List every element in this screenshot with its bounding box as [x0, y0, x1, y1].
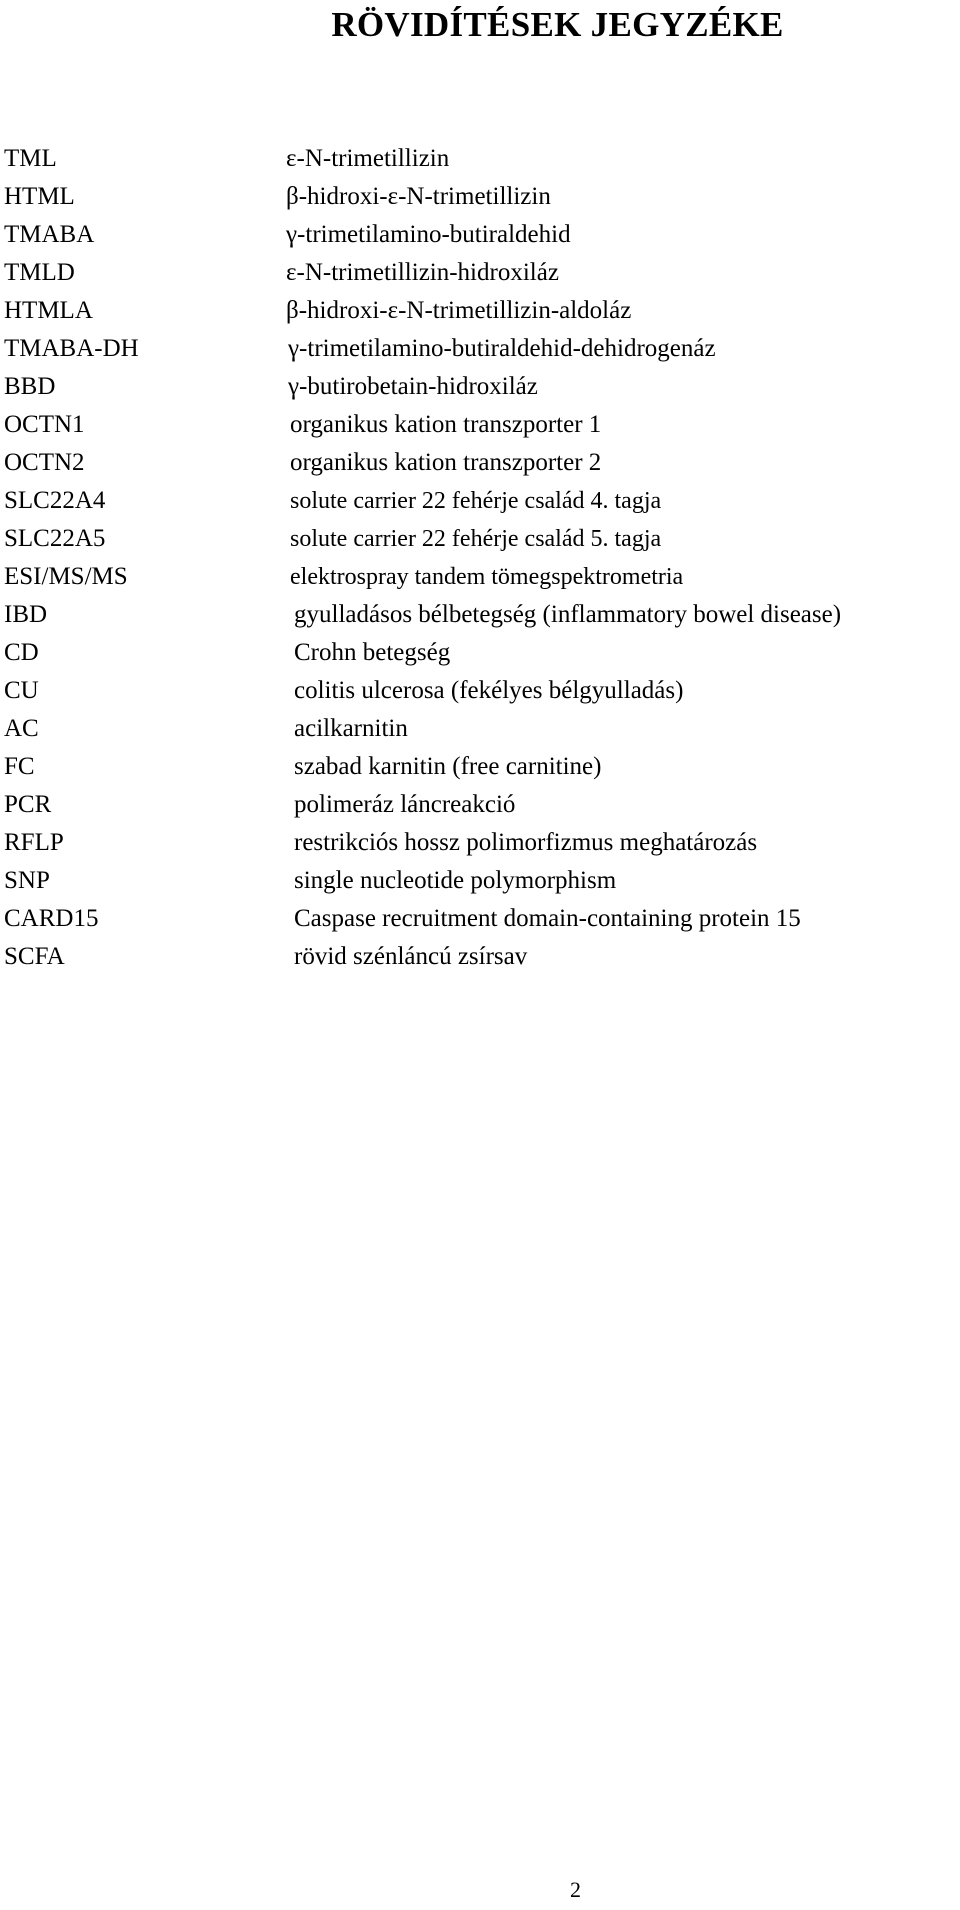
- list-item: [4, 710, 954, 748]
- abbreviation: AC: [4, 715, 39, 742]
- definition: solute carrier 22 fehérje család 5. tagja: [290, 526, 662, 552]
- list-item: [4, 444, 954, 482]
- list-item: [4, 824, 954, 862]
- abbreviation: CD: [4, 639, 39, 666]
- definition: colitis ulcerosa (fekélyes bélgyulladás): [294, 677, 684, 704]
- list-item: [4, 178, 954, 216]
- abbreviation: SCFA: [4, 943, 65, 970]
- definition: Caspase recruitment domain-containing protein 15: [294, 905, 801, 932]
- list-item: [4, 292, 954, 330]
- definition: organikus kation transzporter 1: [290, 411, 602, 438]
- definition: Crohn betegség: [294, 639, 451, 666]
- abbreviation-list: [4, 140, 954, 976]
- definition: solute carrier 22 fehérje család 4. tagja: [290, 488, 662, 514]
- list-item: [4, 520, 954, 558]
- abbreviation: TML: [4, 145, 57, 172]
- abbreviation: ESI/MS/MS: [4, 563, 128, 590]
- list-item: [4, 596, 954, 634]
- list-item: [4, 140, 954, 178]
- abbreviation: TMLD: [4, 259, 75, 286]
- definition: γ-trimetilamino-butiraldehid: [286, 221, 571, 248]
- abbreviation: RFLP: [4, 829, 64, 856]
- definition: organikus kation transzporter 2: [290, 449, 602, 476]
- list-item: [4, 862, 954, 900]
- abbreviation: TMABA-DH: [4, 335, 139, 362]
- list-item: [4, 634, 954, 672]
- abbreviation: TMABA: [4, 221, 95, 248]
- list-item: [4, 786, 954, 824]
- definition: szabad karnitin (free carnitine): [294, 753, 602, 780]
- abbreviation: CARD15: [4, 905, 99, 932]
- definition: single nucleotide polymorphism: [294, 867, 617, 894]
- abbreviation: SLC22A4: [4, 487, 106, 514]
- definition: polimeráz láncreakció: [294, 791, 516, 818]
- definition: ε-N-trimetillizin-hidroxiláz: [286, 259, 559, 286]
- definition: γ-butirobetain-hidroxiláz: [288, 373, 538, 400]
- list-item: [4, 938, 954, 976]
- list-item: [4, 748, 954, 786]
- list-item: [4, 254, 954, 292]
- definition: restrikciós hossz polimorfizmus meghatározás: [294, 829, 758, 856]
- abbreviation: PCR: [4, 791, 52, 818]
- abbreviation: SLC22A5: [4, 525, 106, 552]
- page-number: 2: [570, 1877, 581, 1902]
- abbreviation: OCTN1: [4, 411, 85, 438]
- abbreviation: OCTN2: [4, 449, 85, 476]
- definition: gyulladásos bélbetegség (inflammatory bowel disease): [294, 601, 842, 628]
- abbreviation: HTML: [4, 183, 75, 210]
- list-item: [4, 672, 954, 710]
- abbreviation: BBD: [4, 373, 56, 400]
- list-item: [4, 368, 954, 406]
- list-item: [4, 482, 954, 520]
- list-item: [4, 558, 954, 596]
- abbreviation: IBD: [4, 601, 48, 628]
- list-item: [4, 900, 954, 938]
- definition: γ-trimetilamino-butiraldehid-dehidrogenáz: [288, 335, 716, 362]
- definition: elektrospray tandem tömegspektrometria: [290, 564, 684, 590]
- abbreviation: CU: [4, 677, 39, 704]
- list-item: [4, 216, 954, 254]
- definition: β-hidroxi-ε-N-trimetillizin: [286, 183, 551, 210]
- definition: β-hidroxi-ε-N-trimetillizin-aldoláz: [286, 297, 632, 324]
- abbreviation: SNP: [4, 867, 50, 894]
- abbreviation: FC: [4, 753, 35, 780]
- definition: ε-N-trimetillizin: [286, 145, 450, 172]
- abbreviation: HTMLA: [4, 297, 93, 324]
- page-title: RÖVIDÍTÉSEK JEGYZÉKE: [331, 5, 784, 44]
- definition: acilkarnitin: [294, 715, 408, 742]
- list-item: [4, 406, 954, 444]
- list-item: [4, 330, 954, 368]
- definition: rövid szénláncú zsírsav: [294, 943, 528, 970]
